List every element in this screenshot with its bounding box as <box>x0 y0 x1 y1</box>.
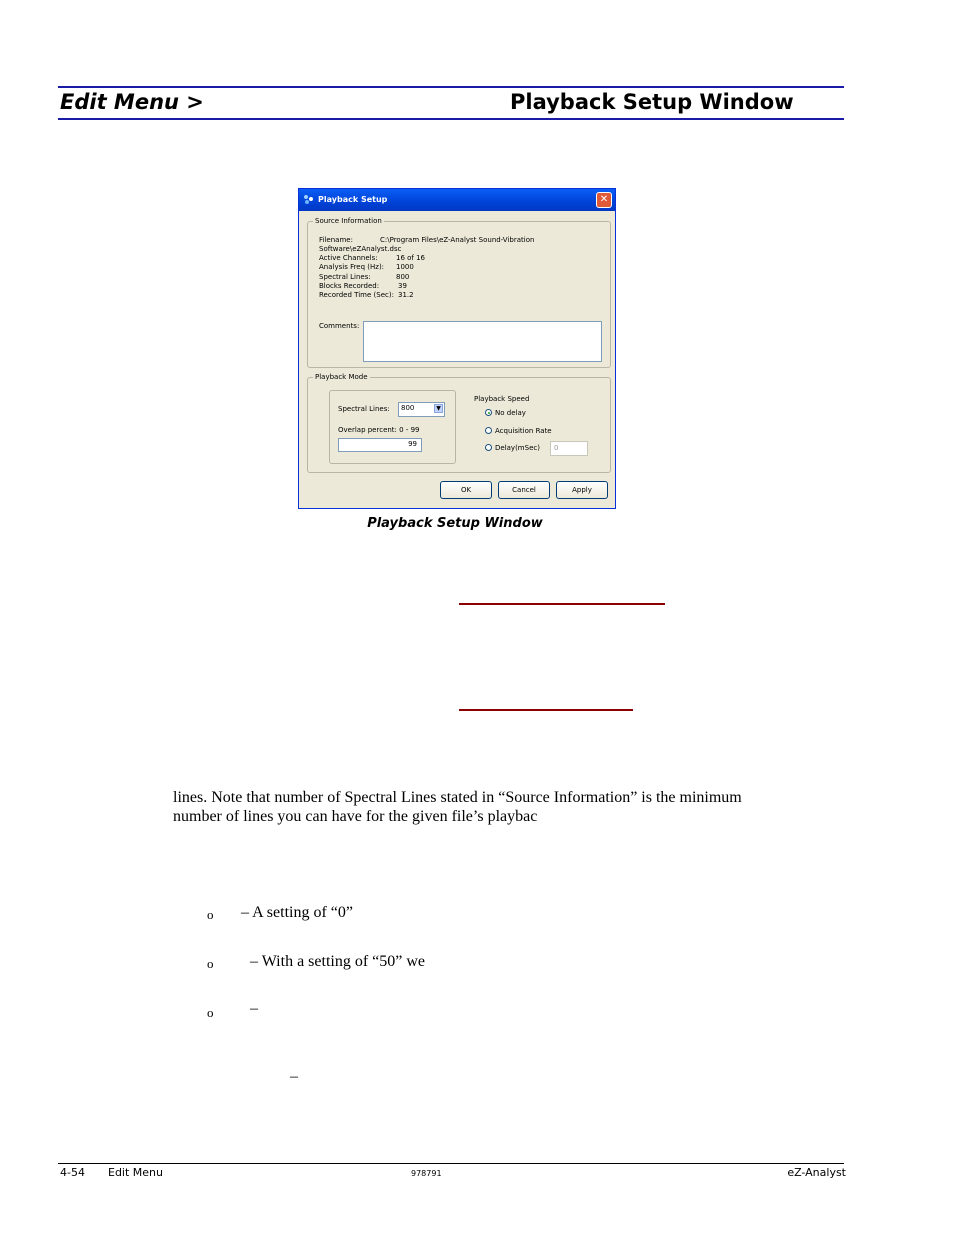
footer-product: eZ-Analyst <box>787 1166 846 1179</box>
cancel-button[interactable]: Cancel <box>498 481 550 499</box>
link-underline-2[interactable] <box>459 709 633 711</box>
spectral-lines-info-value: 800 <box>396 273 410 281</box>
bullet-marker-2: o <box>207 956 214 971</box>
spectral-lines-label: Spectral Lines: <box>338 405 390 413</box>
dash-fragment: – <box>290 1068 298 1085</box>
blocks-recorded-label: Blocks Recorded: <box>319 282 380 290</box>
comments-label: Comments: <box>319 322 360 330</box>
bullet-text-3: – <box>250 1000 258 1017</box>
comments-textarea[interactable] <box>363 321 602 362</box>
footer-page-number: 4-54 <box>60 1166 85 1179</box>
playback-icon <box>303 194 314 205</box>
filename-continued: Software\eZAnalyst.dsc <box>319 245 402 253</box>
playback-mode-legend: Playback Mode <box>315 373 368 381</box>
radio-no-delay-label: No delay <box>495 409 526 417</box>
apply-button[interactable]: Apply <box>556 481 608 499</box>
active-channels-label: Active Channels: <box>319 254 378 262</box>
close-button[interactable]: ✕ <box>596 192 612 208</box>
bullet-marker-1: o <box>207 907 214 922</box>
overlap-input-value: 99 <box>408 440 417 448</box>
radio-no-delay[interactable] <box>485 409 492 416</box>
bullet-text-1: – A setting of “0” <box>241 904 353 921</box>
bullet-marker-3: o <box>207 1005 214 1020</box>
radio-delay[interactable] <box>485 444 492 451</box>
filename-label: Filename: <box>319 236 353 244</box>
playback-setup-dialog <box>298 188 616 509</box>
footer-section: Edit Menu <box>108 1166 163 1179</box>
radio-acquisition-rate-label: Acquisition Rate <box>495 427 552 435</box>
recorded-time-value: 31.2 <box>398 291 414 299</box>
overlap-label: Overlap percent: 0 - 99 <box>338 426 420 434</box>
active-channels-value: 16 of 16 <box>396 254 426 262</box>
radio-acquisition-rate[interactable] <box>485 427 492 434</box>
source-information-legend: Source Information <box>315 217 382 225</box>
recorded-time-label: Recorded Time (Sec): <box>319 291 394 299</box>
analysis-freq-label: Analysis Freq (Hz): <box>319 263 385 271</box>
analysis-freq-value: 1000 <box>396 263 414 271</box>
header-page-title: Playback Setup Window <box>510 90 794 114</box>
spectral-settings-box <box>329 390 456 464</box>
chevron-down-icon[interactable]: ▼ <box>434 404 443 413</box>
spectral-lines-info-label: Spectral Lines: <box>319 273 371 281</box>
footer-doc-number: 978791 <box>411 1169 442 1178</box>
figure-caption: Playback Setup Window <box>367 516 543 531</box>
delay-input[interactable] <box>550 441 588 456</box>
bullet-text-2: – With a setting of “50” we <box>250 953 426 970</box>
source-information-group <box>307 217 611 368</box>
playback-speed-label: Playback Speed <box>474 395 530 403</box>
radio-delay-label: Delay(mSec) <box>495 444 540 452</box>
body-line-1: lines. Note that number of Spectral Lines stated in “Source Information” is the minimum <box>173 789 742 806</box>
playback-mode-group <box>307 373 611 473</box>
dialog-titlebar[interactable] <box>299 189 615 211</box>
header-section-title: Edit Menu > <box>60 90 204 114</box>
dialog-title: Playback Setup <box>318 195 388 204</box>
spectral-lines-select-value: 800 <box>401 404 415 412</box>
footer-rule <box>58 1163 844 1164</box>
overlap-input[interactable] <box>338 438 422 452</box>
blocks-recorded-value: 39 <box>398 282 407 290</box>
spectral-lines-select[interactable] <box>398 402 445 417</box>
body-line-2: number of lines you can have for the given file’s playbac <box>173 808 538 825</box>
ok-button[interactable]: OK <box>440 481 492 499</box>
link-underline-1[interactable] <box>459 603 665 605</box>
header-bottom-rule <box>58 118 844 120</box>
delay-input-value: 0 <box>554 444 559 452</box>
filename-value: C:\Program Files\eZ-Analyst Sound-Vibration <box>380 236 535 244</box>
header-top-rule <box>58 86 844 88</box>
